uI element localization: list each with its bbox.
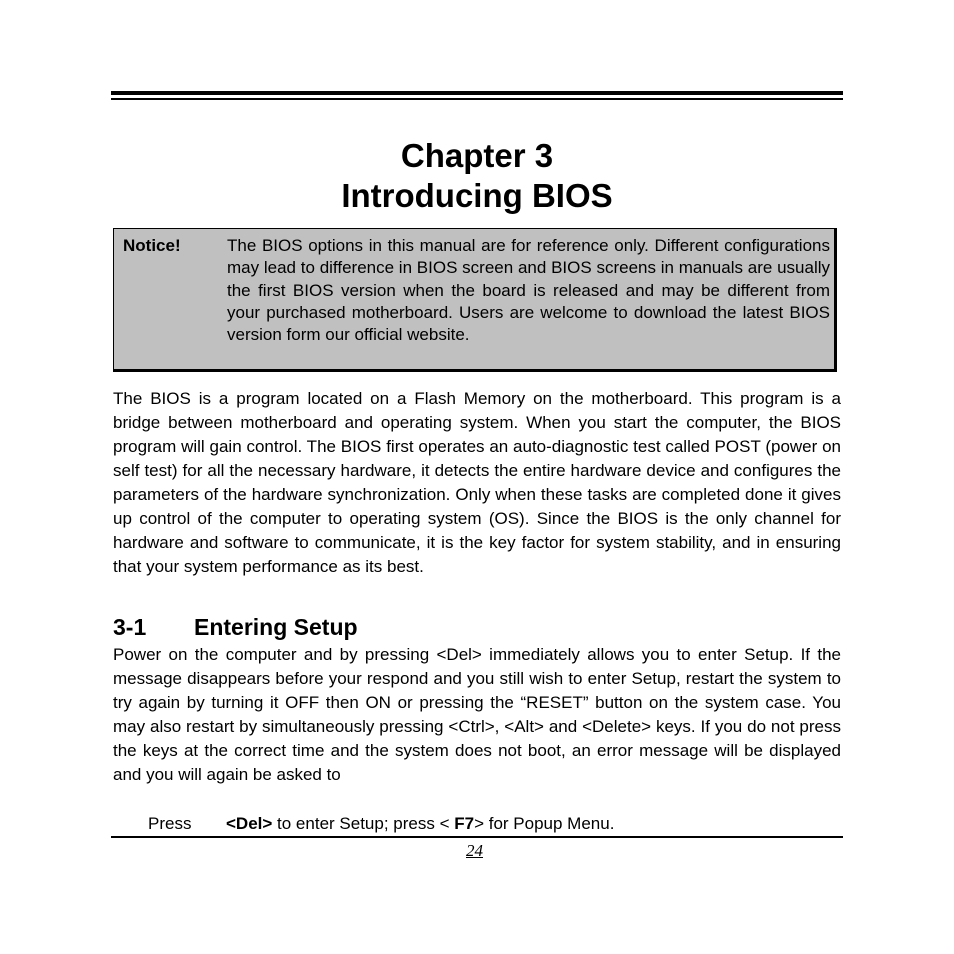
header-rule-thick <box>111 91 843 95</box>
chapter-name: Introducing BIOS <box>341 177 613 214</box>
notice-box <box>113 228 837 372</box>
chapter-number: Chapter 3 <box>400 137 554 174</box>
notice-label: Notice! <box>123 236 181 255</box>
footer-rule <box>111 836 843 838</box>
section-number: 3-1 <box>113 614 147 640</box>
press-mid-text: to enter Setup; press < <box>272 814 455 833</box>
page-number: 24 <box>466 841 483 860</box>
section-title: Entering Setup <box>194 614 358 640</box>
header-rule-thin <box>111 98 843 100</box>
key-f7: F7 <box>454 814 475 833</box>
press-instruction <box>148 812 614 836</box>
section-paragraph: Power on the computer and by pressing <Del> immediately allows you to enter Setup. If the message disappears before your respond and you still wish to enter Setup, restart the system to try again by turning it OFF then ON or pressing the “RESET” button on the system case. You may also restart by simultaneously pressing <Ctrl>, <Alt> and <Delete> keys. If you do not press the keys at the correct time and the system does not boot, an error message will be displayed and you will again be asked to <box>113 645 841 784</box>
press-end-text: > for Popup Menu. <box>474 814 615 833</box>
chapter-title <box>111 136 843 216</box>
intro-paragraph: The BIOS is a program located on a Flash Memory on the motherboard. This program is a bridge between motherboard and operating system. When you start the computer, the BIOS program will gain control. The BIOS first operates an auto-diagnostic test called POST (power on self test) for all the necessary hardware, it detects the entire hardware device and configures the parameters of the hardware synchronization. Only when these tasks are completed done it gives up control of the computer to operating system (OS). Since the BIOS is the only channel for hardware and software to communicate, it is the key factor for system stability, and in ensuring that your system performance as its best. <box>113 389 841 576</box>
key-del: <Del> <box>226 814 273 833</box>
section-heading <box>113 612 358 642</box>
press-word: Press <box>148 814 192 833</box>
notice-text: The BIOS options in this manual are for reference only. Different configurations may lead to difference in BIOS screen and BIOS screens in manuals are usually the first BIOS version when the board is released and may be different from your purchased motherboard. Users are welcome to download the latest BIOS version form our official website. <box>227 236 830 345</box>
